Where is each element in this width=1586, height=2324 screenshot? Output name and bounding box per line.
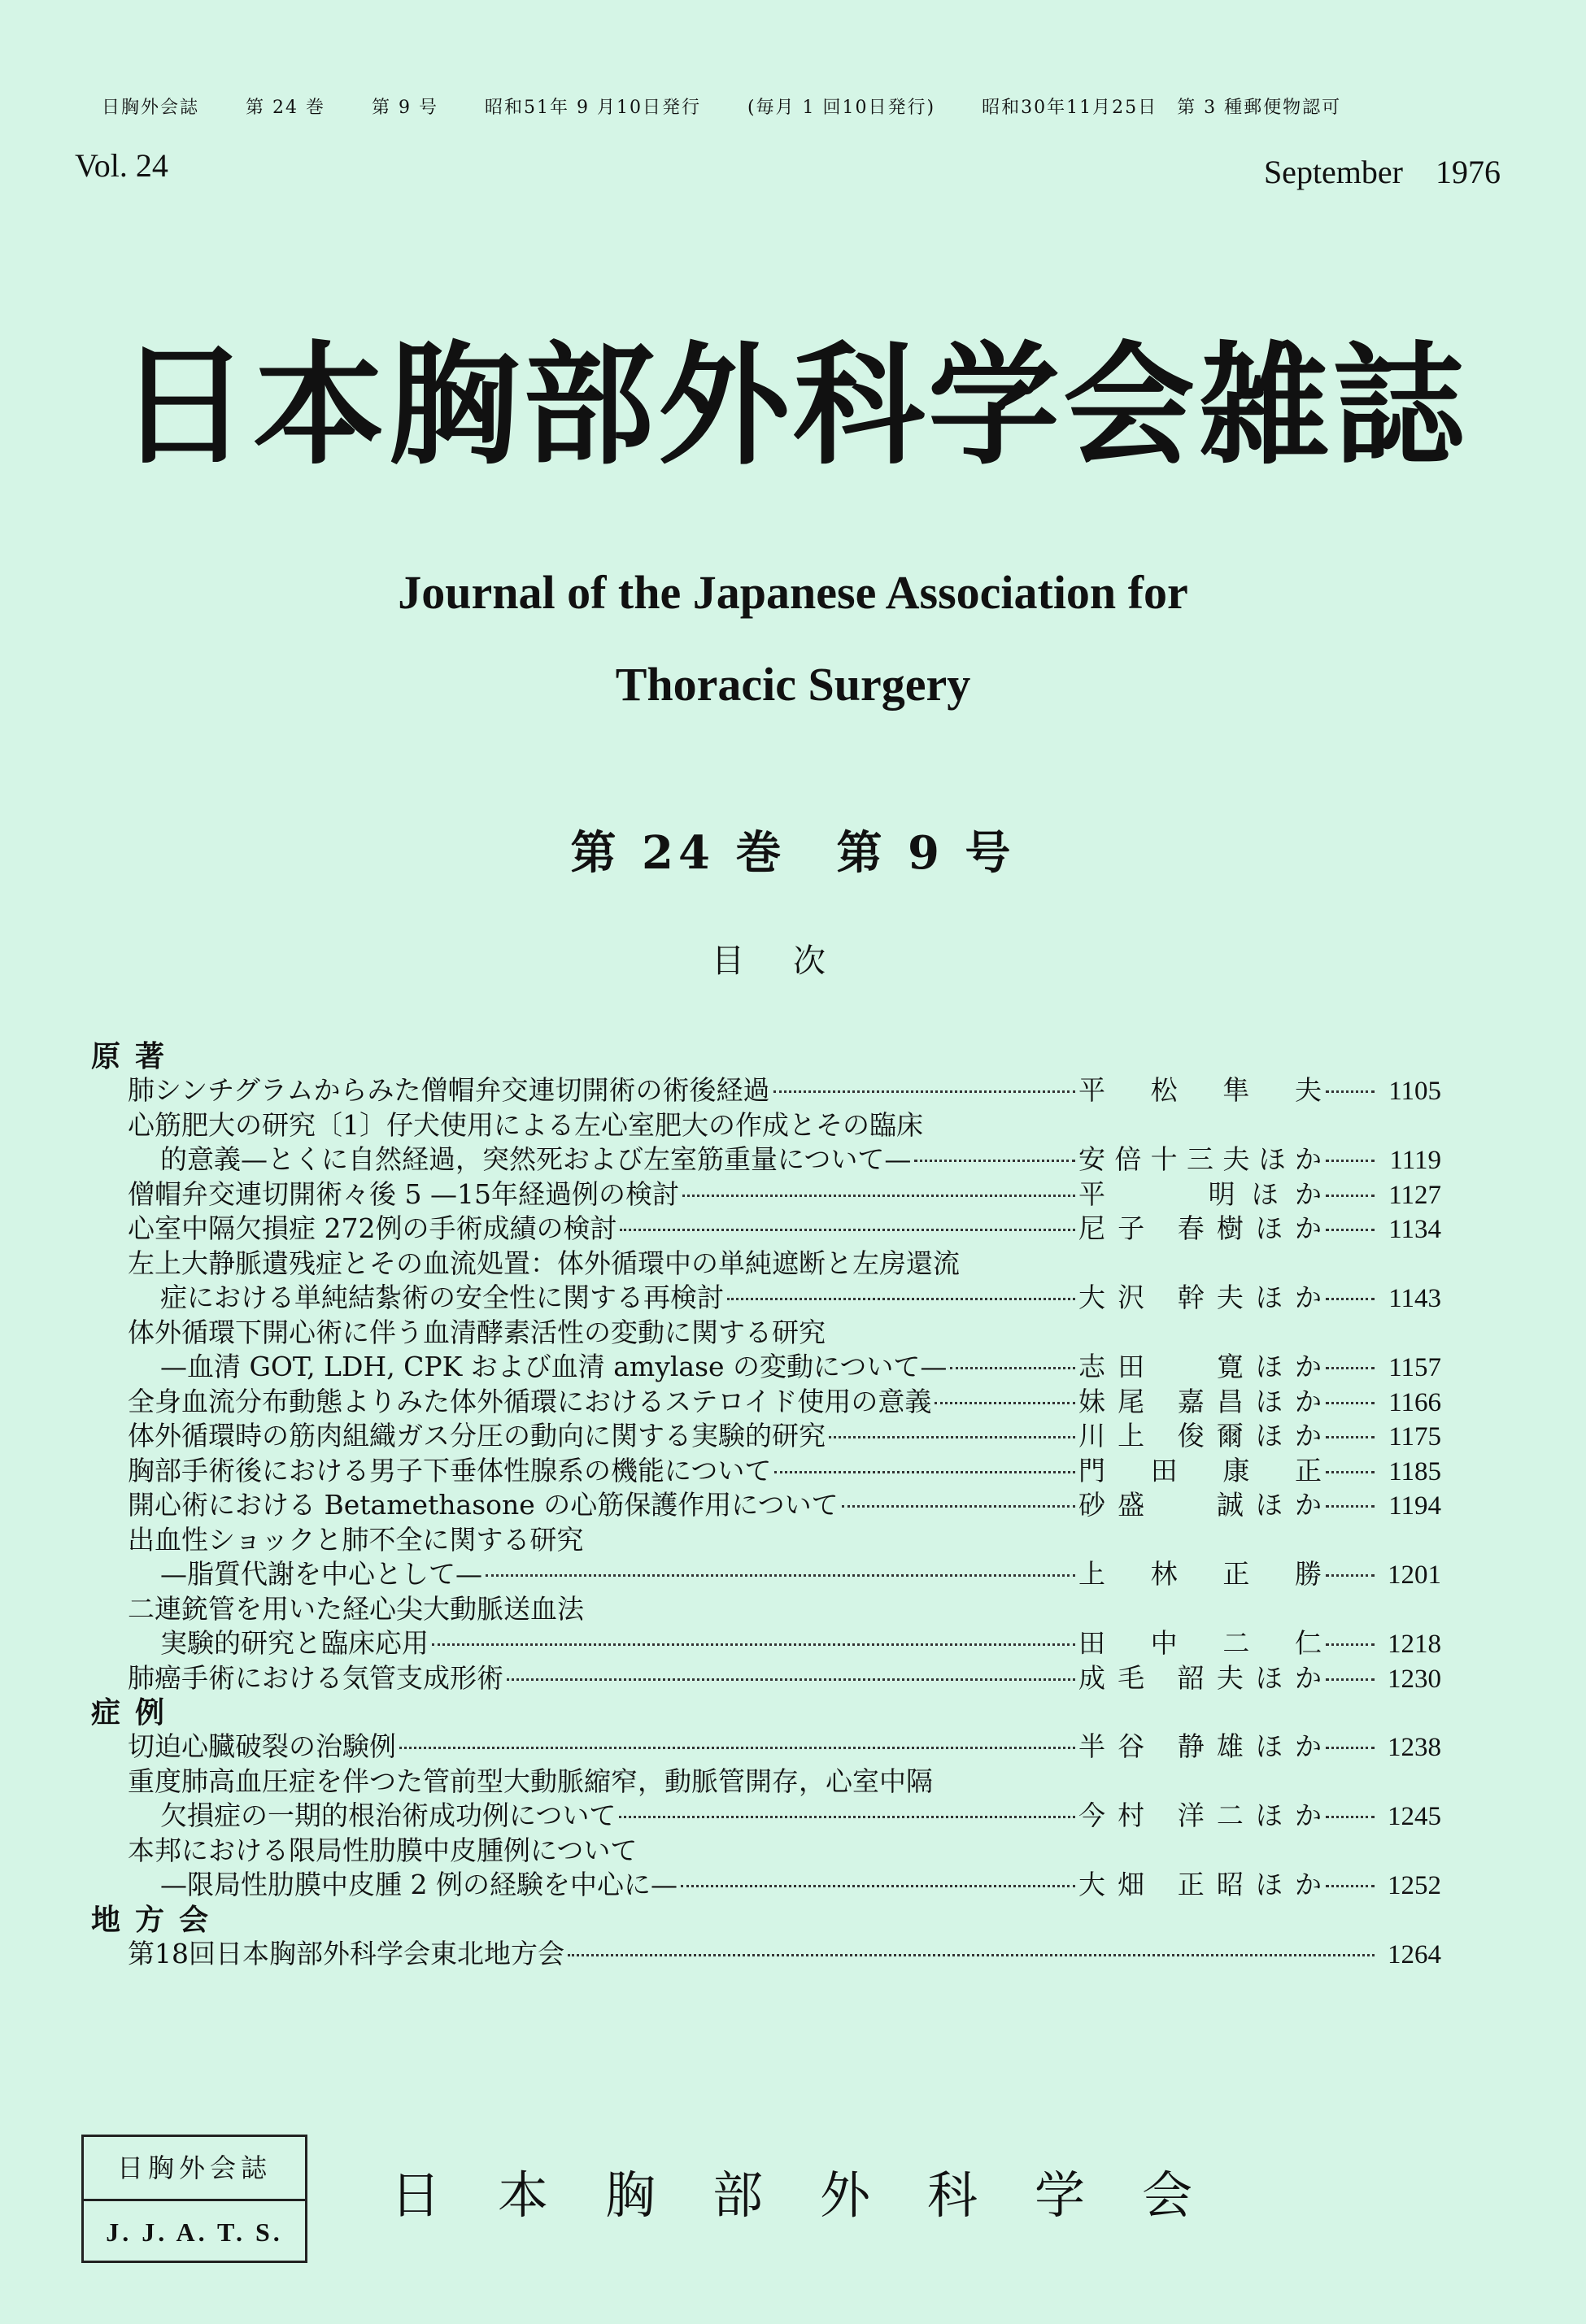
header-publish-date: 昭和51年 9 月10日発行 bbox=[484, 98, 701, 118]
toc-entry-title: 切迫心臓破裂の治験例 bbox=[128, 1730, 396, 1762]
toc-entry-page: 1238 bbox=[1388, 1733, 1441, 1762]
toc-leader-dots bbox=[568, 1954, 1375, 1956]
toc-entry bbox=[91, 1523, 1441, 1558]
toc-entry-title: 全身血流分布動態よりみた体外循環におけるステロイド使用の意義 bbox=[128, 1385, 932, 1417]
toc-entry bbox=[91, 1419, 1441, 1454]
toc-entry-title: 欠損症の一期的根治術成功例について bbox=[160, 1800, 617, 1831]
toc-entry bbox=[91, 1799, 1441, 1834]
toc-entry-author: 妹尾 嘉昌ほか bbox=[1078, 1385, 1322, 1417]
toc-entry-author: 志田 寛ほか bbox=[1078, 1351, 1322, 1382]
toc-leader-dots bbox=[1326, 1471, 1375, 1473]
toc-entry-page: 1201 bbox=[1388, 1560, 1441, 1590]
header-line bbox=[102, 94, 1380, 119]
toc-entry-title: 出血性ショックと肺不全に関する研究 bbox=[128, 1523, 584, 1556]
date-label: September 1976 bbox=[1263, 154, 1501, 190]
toc-leader-dots bbox=[507, 1678, 1075, 1681]
toc-leader-dots bbox=[1326, 1885, 1375, 1887]
toc-entry-title: 症における単純結紮術の安全性に関する再検討 bbox=[160, 1282, 724, 1313]
toc-leader-dots bbox=[1326, 1090, 1375, 1093]
toc-entry-author: 半谷 静雄ほか bbox=[1078, 1730, 1322, 1762]
toc-entry-title: 的意義—とくに自然経過，突然死および左室筋重量について— bbox=[160, 1143, 912, 1175]
toc-leader-dots bbox=[486, 1574, 1075, 1577]
toc-entry bbox=[91, 1281, 1441, 1316]
toc-entry-author: 川上 俊爾ほか bbox=[1078, 1420, 1322, 1451]
toc-entry-title: —血清 GOT, LDH, CPK および血清 amylase の変動について— bbox=[160, 1351, 948, 1382]
abbreviation-english: J. J. A. T. S. bbox=[106, 2217, 283, 2247]
toc-entry-author: 平 明ほか bbox=[1078, 1177, 1322, 1210]
toc-entry bbox=[91, 1385, 1441, 1420]
volume-label: Vol. 24 bbox=[75, 147, 168, 184]
toc-entry-title: 実験的研究と臨床応用 bbox=[160, 1627, 429, 1659]
toc-entry bbox=[91, 1316, 1441, 1351]
toc-entry-page: 1157 bbox=[1388, 1353, 1441, 1382]
toc-entry-page: 1185 bbox=[1388, 1456, 1441, 1486]
toc-leader-dots bbox=[399, 1747, 1075, 1749]
journal-abbreviation-box bbox=[81, 2135, 307, 2263]
toc-entry-title: 重度肺高血圧症を伴つた管前型大動脈縮窄，動脈管開存，心室中隔 bbox=[128, 1765, 933, 1797]
toc-entry-title: 心室中隔欠損症 272例の手術成績の検討 bbox=[128, 1212, 617, 1244]
toc-entry-title: 二連銃管を用いた経心尖大動脈送血法 bbox=[128, 1592, 584, 1625]
table-of-contents bbox=[91, 1039, 1441, 1971]
toc-entry-page: 1143 bbox=[1388, 1284, 1441, 1313]
toc-entry-page: 1218 bbox=[1388, 1630, 1441, 1659]
toc-leader-dots bbox=[1326, 1195, 1375, 1197]
toc-entry-author: 田 中 二 仁 bbox=[1078, 1627, 1322, 1659]
header-permit: 昭和30年11月25日 第 3 種郵便物認可 bbox=[982, 98, 1342, 118]
header-short-name: 日胸外会誌 bbox=[102, 98, 200, 118]
toc-entry-page: 1134 bbox=[1388, 1215, 1441, 1244]
toc-entry bbox=[91, 1212, 1441, 1247]
toc-leader-dots bbox=[914, 1160, 1075, 1162]
toc-leader-dots bbox=[774, 1471, 1075, 1473]
toc-leader-dots bbox=[1326, 1678, 1375, 1681]
section-heading-cases: 症例 bbox=[91, 1695, 180, 1730]
header-frequency: (毎月 1 回10日発行) bbox=[747, 98, 936, 118]
toc-entry-title: 僧帽弁交連切開術々後 5 —15年経過例の検討 bbox=[128, 1177, 679, 1210]
toc-entry-title: —限局性肋膜中皮腫 2 例の経験を中心に— bbox=[160, 1869, 678, 1900]
section-heading-regional: 地方会 bbox=[91, 1902, 224, 1937]
toc-entry-title: 肺シンチグラムからみた僧帽弁交連切開術の術後経過 bbox=[128, 1074, 770, 1106]
toc-leader-dots bbox=[935, 1402, 1075, 1404]
toc-leader-dots bbox=[1326, 1229, 1375, 1231]
toc-leader-dots bbox=[1326, 1816, 1375, 1818]
toc-entry-author: 尼子 春樹ほか bbox=[1078, 1212, 1322, 1244]
toc-leader-dots bbox=[727, 1298, 1075, 1300]
toc-leader-dots bbox=[1326, 1574, 1375, 1577]
toc-entry-author: 門 田 康 正 bbox=[1078, 1454, 1322, 1486]
toc-entry-title: 肺癌手術における気管支成形術 bbox=[128, 1661, 503, 1694]
toc-entry-title: 体外循環時の筋肉組織ガス分圧の動向に関する実験的研究 bbox=[128, 1420, 826, 1451]
issue-label: 第 24 巻 第 9 号 bbox=[570, 826, 1016, 880]
toc-leader-dots bbox=[950, 1367, 1075, 1369]
toc-entry-title: 左上大静脈遺残症とその血流処置：体外循環中の単純遮断と左房還流 bbox=[128, 1247, 960, 1279]
abbreviation-japanese: 日胸外会誌 bbox=[84, 2137, 305, 2201]
toc-entry bbox=[91, 1350, 1441, 1385]
toc-entry-title: 開心術における Betamethasone の心筋保護作用について bbox=[128, 1489, 839, 1521]
toc-entry-title: —脂質代謝を中心として— bbox=[160, 1558, 482, 1590]
toc-entry-title: 体外循環下開心術に伴う血清酵素活性の変動に関する研究 bbox=[128, 1316, 826, 1348]
toc-leader-dots bbox=[1326, 1643, 1375, 1646]
toc-leader-dots bbox=[1326, 1747, 1375, 1749]
toc-entry-title: 本邦における限局性肋膜中皮腫例について bbox=[128, 1834, 638, 1866]
header-volume: 第 24 巻 bbox=[246, 98, 325, 118]
toc-leader-dots bbox=[619, 1816, 1075, 1818]
toc-leader-dots bbox=[620, 1229, 1075, 1231]
toc-entry-author: 今村 洋二ほか bbox=[1078, 1800, 1322, 1831]
toc-entry bbox=[91, 1108, 1441, 1143]
toc-entry bbox=[91, 1557, 1441, 1592]
toc-entry bbox=[91, 1626, 1441, 1661]
toc-leader-dots bbox=[1326, 1298, 1375, 1300]
toc-entry-page: 1194 bbox=[1388, 1491, 1441, 1521]
toc-entry bbox=[91, 1868, 1441, 1903]
toc-entry-author: 安倍十三夫ほか bbox=[1078, 1143, 1322, 1175]
toc-entry-page: 1175 bbox=[1388, 1422, 1441, 1451]
toc-entry-page: 1230 bbox=[1388, 1664, 1441, 1694]
toc-leader-dots bbox=[1326, 1402, 1375, 1404]
toc-leader-dots bbox=[1326, 1436, 1375, 1438]
toc-entry bbox=[91, 1142, 1441, 1177]
journal-title-english-line2: Thoracic Surgery bbox=[615, 658, 971, 711]
toc-leader-dots bbox=[829, 1436, 1075, 1438]
toc-entry-author: 大畑 正昭ほか bbox=[1078, 1869, 1322, 1900]
toc-entry bbox=[91, 1073, 1441, 1108]
toc-leader-dots bbox=[682, 1195, 1075, 1197]
toc-entry-author: 平 松 隼 夫 bbox=[1078, 1074, 1322, 1106]
toc-entry-title: 胸部手術後における男子下垂体性腺系の機能について bbox=[128, 1454, 772, 1486]
toc-entry bbox=[91, 1730, 1441, 1765]
toc-entry-author: 砂盛 誠ほか bbox=[1078, 1489, 1322, 1521]
journal-title-english-line1: Journal of the Japanese Association for bbox=[398, 566, 1188, 619]
toc-entry bbox=[91, 1592, 1441, 1627]
toc-leader-dots bbox=[1326, 1367, 1375, 1369]
toc-leader-dots bbox=[432, 1643, 1075, 1646]
toc-leader-dots bbox=[681, 1885, 1075, 1887]
toc-entry-page: 1264 bbox=[1388, 1939, 1441, 1969]
toc-entry bbox=[91, 1247, 1441, 1282]
toc-entry-author: 上 林 正 勝 bbox=[1078, 1558, 1322, 1590]
toc-entry-title: 第18回日本胸部外科学会東北地方会 bbox=[128, 1937, 564, 1969]
toc-entry-author: 成毛 韶夫ほか bbox=[1078, 1661, 1322, 1694]
contents-heading: 目次 bbox=[712, 942, 874, 980]
toc-entry-page: 1119 bbox=[1389, 1146, 1441, 1175]
journal-title-japanese: 日本胸部外科学会雑誌 bbox=[118, 330, 1468, 483]
toc-leader-dots bbox=[773, 1090, 1075, 1093]
toc-leader-dots bbox=[1326, 1505, 1375, 1508]
toc-entry bbox=[91, 1661, 1441, 1696]
toc-entry-title: 心筋肥大の研究〔1〕仔犬使用による左心室肥大の作成とその臨床 bbox=[128, 1108, 923, 1141]
publisher-name: 日本胸部外科学会 bbox=[390, 2165, 1250, 2225]
toc-entry bbox=[91, 1937, 1441, 1972]
toc-entry-page: 1166 bbox=[1388, 1387, 1441, 1417]
toc-entry-author: 大沢 幹夫ほか bbox=[1078, 1282, 1322, 1313]
toc-entry bbox=[91, 1454, 1441, 1489]
toc-entry-page: 1252 bbox=[1388, 1871, 1441, 1900]
toc-leader-dots bbox=[842, 1505, 1075, 1508]
toc-leader-dots bbox=[1326, 1160, 1375, 1162]
toc-entry bbox=[91, 1177, 1441, 1212]
toc-entry bbox=[91, 1488, 1441, 1523]
toc-entry bbox=[91, 1765, 1441, 1800]
toc-entry bbox=[91, 1834, 1441, 1869]
toc-entry-page: 1105 bbox=[1388, 1077, 1441, 1106]
section-heading-original: 原著 bbox=[91, 1039, 180, 1073]
header-issue: 第 9 号 bbox=[372, 98, 438, 118]
toc-entry-page: 1127 bbox=[1388, 1180, 1441, 1210]
toc-entry-page: 1245 bbox=[1388, 1802, 1441, 1831]
